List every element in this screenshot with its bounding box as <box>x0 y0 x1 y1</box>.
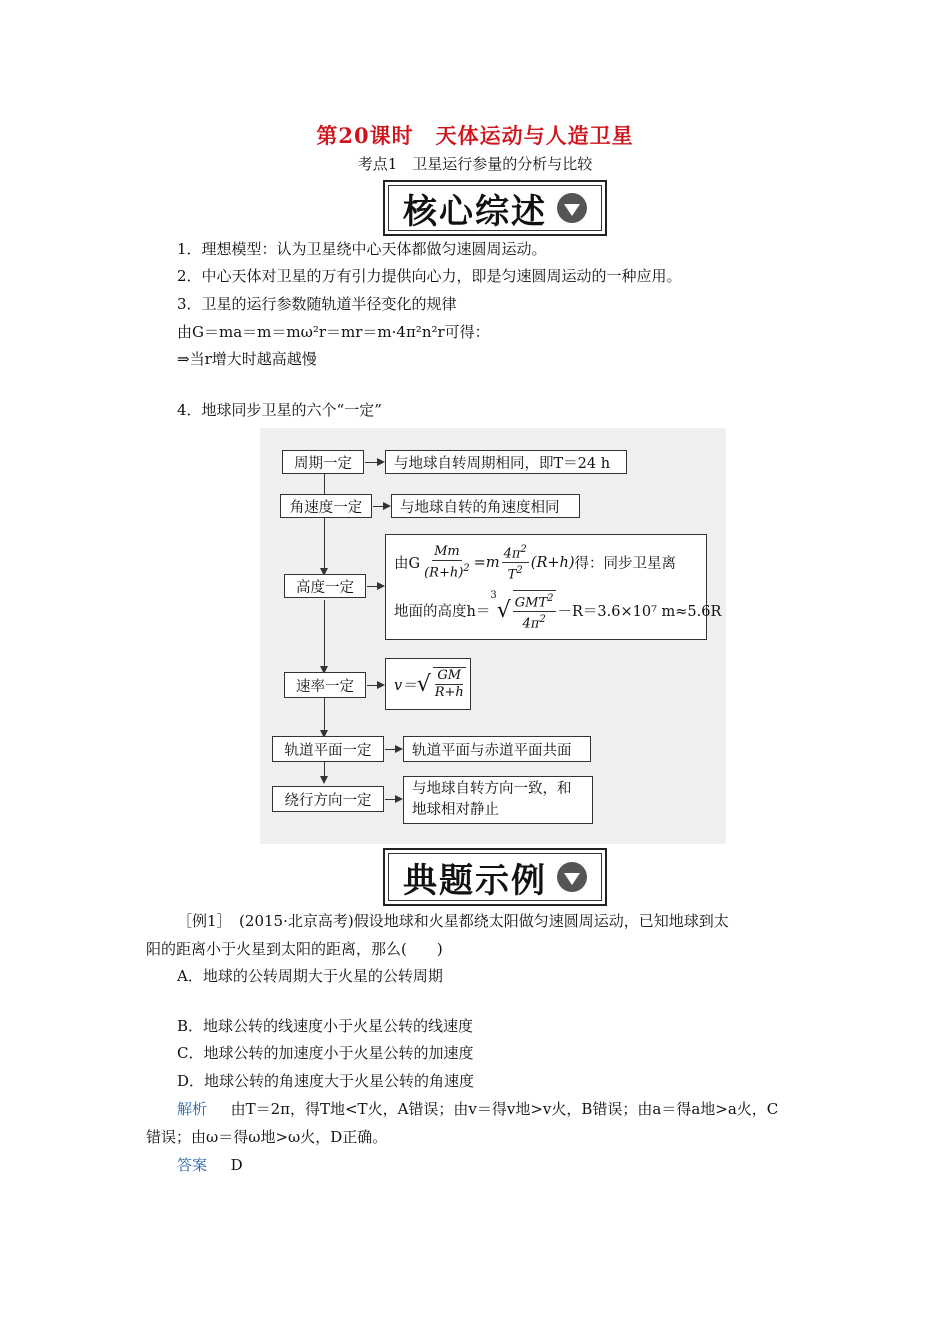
flow-direction-desc <box>403 776 593 824</box>
centripetal-fraction: $\frac{4\pi^2}{T^2}$ <box>503 543 527 583</box>
flow-direction-label: 绕行方向一定 <box>272 786 384 812</box>
triangle-down-icon <box>557 193 587 223</box>
banner-label: 核心综述 <box>403 191 547 232</box>
example-question-line2: 阳的距离小于火星到太阳的距离，那么( ) <box>146 940 443 958</box>
direction-line2: 地球相对静止 <box>412 802 499 818</box>
answer-value: D <box>230 1156 243 1174</box>
flow-speed-desc: v＝ √ $\frac{GM}{R+h}$ <box>385 658 471 710</box>
flow-period-desc: 与地球自转周期相同，即T＝24 h <box>385 450 627 474</box>
flow-height-desc: 由G $\frac{Mm}{(R+h)^2}$ =m $\frac{4\pi^2}{T^2}$ (R+h) 得：同步卫星离 地面的高度h＝ 3 √ $\frac{GMT^2}{4\pi^2}$ －R＝3.6×10⁷ m≈5.6R <box>385 534 707 640</box>
flow-orbit-label: 轨道平面一定 <box>272 736 384 762</box>
point-4: 4．地球同步卫星的六个“一定” <box>177 401 382 419</box>
example-question-line1: ［例1］ (2015·北京高考)假设地球和火星都绕太阳做匀速圆周运动，已知地球到太 <box>177 912 729 930</box>
speed-fraction: $\frac{GM}{R+h}$ <box>434 668 464 700</box>
flow-period-label: 周期一定 <box>282 450 364 474</box>
flow-orbit-desc: 轨道平面与赤道平面共面 <box>403 736 591 762</box>
page-subtitle: 考点1 卫星运行参量的分析与比较 <box>357 155 593 173</box>
arrow-icon <box>365 462 383 463</box>
arrow-icon <box>367 586 383 587</box>
analysis-line2: 错误；由ω＝得ω地>ω火，D正确。 <box>146 1128 388 1146</box>
option-c: C．地球公转的加速度小于火星公转的加速度 <box>177 1044 474 1062</box>
arrow-icon <box>367 685 383 686</box>
height-line1-post: 得：同步卫星离 <box>574 556 677 573</box>
height-line2-post: －R＝3.6×10⁷ m≈5.6R <box>557 604 722 621</box>
point-1: 1．理想模型：认为卫星绕中心天体都做匀速圆周运动。 <box>177 240 547 258</box>
connector-arrow <box>324 698 325 736</box>
flow-angular-desc: 与地球自转的角速度相同 <box>391 494 580 518</box>
flow-speed-label: 速率一定 <box>284 672 366 698</box>
height-fraction: $\frac{GMT^2}{4\pi^2}$ <box>513 590 556 633</box>
triangle-down-icon <box>557 862 587 892</box>
direction-line1: 与地球自转方向一致，和 <box>412 781 572 797</box>
point-3: 3．卫星的运行参数随轨道半径变化的规律 <box>177 295 457 313</box>
analysis-text: 由T＝2π，得T地<T火，A错误；由v＝得v地>v火，B错误；由a＝得a地>a火，C <box>230 1100 779 1118</box>
analysis-label: 解析 <box>177 1100 208 1118</box>
section-banner-overview <box>383 180 607 236</box>
arrow-icon <box>373 506 389 507</box>
arrow-icon <box>385 799 401 800</box>
connector-arrow <box>324 762 325 782</box>
sync-satellite-flowchart <box>260 428 726 844</box>
analysis-line1 <box>177 1099 778 1119</box>
speed-prefix: v＝ <box>394 677 417 694</box>
height-line1-pre: 由G <box>394 556 421 573</box>
answer-line <box>177 1155 243 1175</box>
flow-height-label: 高度一定 <box>284 574 366 598</box>
conclusion-line: ⇒当r增大时越高越慢 <box>177 350 317 368</box>
flow-angular-label: 角速度一定 <box>280 494 372 518</box>
connector-arrow <box>324 516 325 574</box>
option-d: D．地球公转的角速度大于火星公转的角速度 <box>177 1072 475 1090</box>
point-2: 2．中心天体对卫星的万有引力提供向心力，即是匀速圆周运动的一种应用。 <box>177 267 682 285</box>
answer-label: 答案 <box>177 1156 208 1174</box>
gravity-fraction: $\frac{Mm}{(R+h)^2}$ <box>424 544 470 581</box>
section-banner-examples <box>383 848 607 906</box>
height-line2-pre: 地面的高度h＝ <box>394 604 491 621</box>
page-title: 第20课时 天体运动与人造卫星 <box>316 123 634 148</box>
option-b: B．地球公转的线速度小于火星公转的线速度 <box>177 1017 474 1035</box>
option-a: A．地球的公转周期大于火星的公转周期 <box>177 967 443 985</box>
connector-arrow <box>324 600 325 672</box>
formula-line: 由G＝ma＝m＝mω²r＝mr＝m·4π²n²r可得： <box>177 323 490 341</box>
banner-label: 典题示例 <box>403 860 547 901</box>
arrow-icon <box>385 749 401 750</box>
